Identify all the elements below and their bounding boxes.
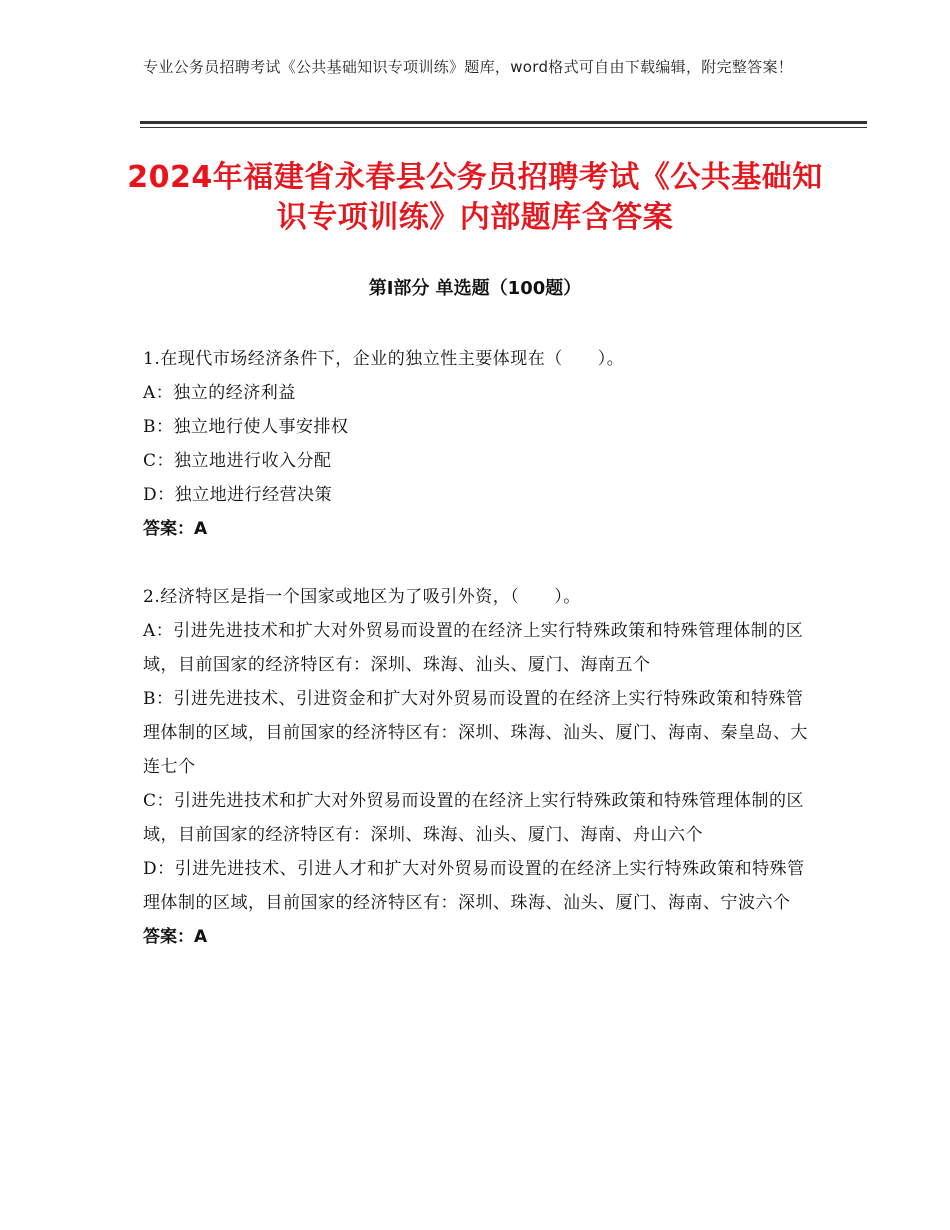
section-title: 第Ⅰ部分 单选题（100题） [368,278,582,299]
option-b: B：独立地行使人事安排权 [143,417,349,437]
question-list [143,342,808,988]
question-2 [143,580,808,954]
option-d: D：引进先进技术、引进人才和扩大对外贸易而设置的在经济上实行特殊政策和特殊管理体制的区域，目前国家的经济特区有：深圳、珠海、汕头、厦门、海南、宁波六个 [143,859,805,913]
header-rule-thin [140,127,867,128]
document-title: 2024年福建省永春县公务员招聘考试《公共基础知识专项训练》内部题库含答案 [127,160,823,235]
option-a: A：独立的经济利益 [143,383,296,403]
header-note: 专业公务员招聘考试《公共基础知识专项训练》题库，word格式可自由下载编辑，附完整答案！ [143,58,794,76]
question-1 [143,342,808,546]
answer-label: 答案：A [143,519,208,539]
question-stem: 2.经济特区是指一个国家或地区为了吸引外资，（ ）。 [143,587,581,607]
header-rule-thick [140,121,867,124]
question-stem: 1.在现代市场经济条件下，企业的独立性主要体现在（ ）。 [143,349,625,369]
option-a: A：引进先进技术和扩大对外贸易而设置的在经济上实行特殊政策和特殊管理体制的区域，目前国家的经济特区有：深圳、珠海、汕头、厦门、海南五个 [143,621,804,675]
option-b: B：引进先进技术、引进资金和扩大对外贸易而设置的在经济上实行特殊政策和特殊管理体制的区域，目前国家的经济特区有：深圳、珠海、汕头、厦门、海南、秦皇岛、大连七个 [143,689,808,777]
option-c: C：独立地进行收入分配 [143,451,332,471]
option-d: D：独立地进行经营决策 [143,485,333,505]
option-c: C：引进先进技术和扩大对外贸易而设置的在经济上实行特殊政策和特殊管理体制的区域，目前国家的经济特区有：深圳、珠海、汕头、厦门、海南、舟山六个 [143,791,805,845]
answer-label: 答案：A [143,927,208,947]
